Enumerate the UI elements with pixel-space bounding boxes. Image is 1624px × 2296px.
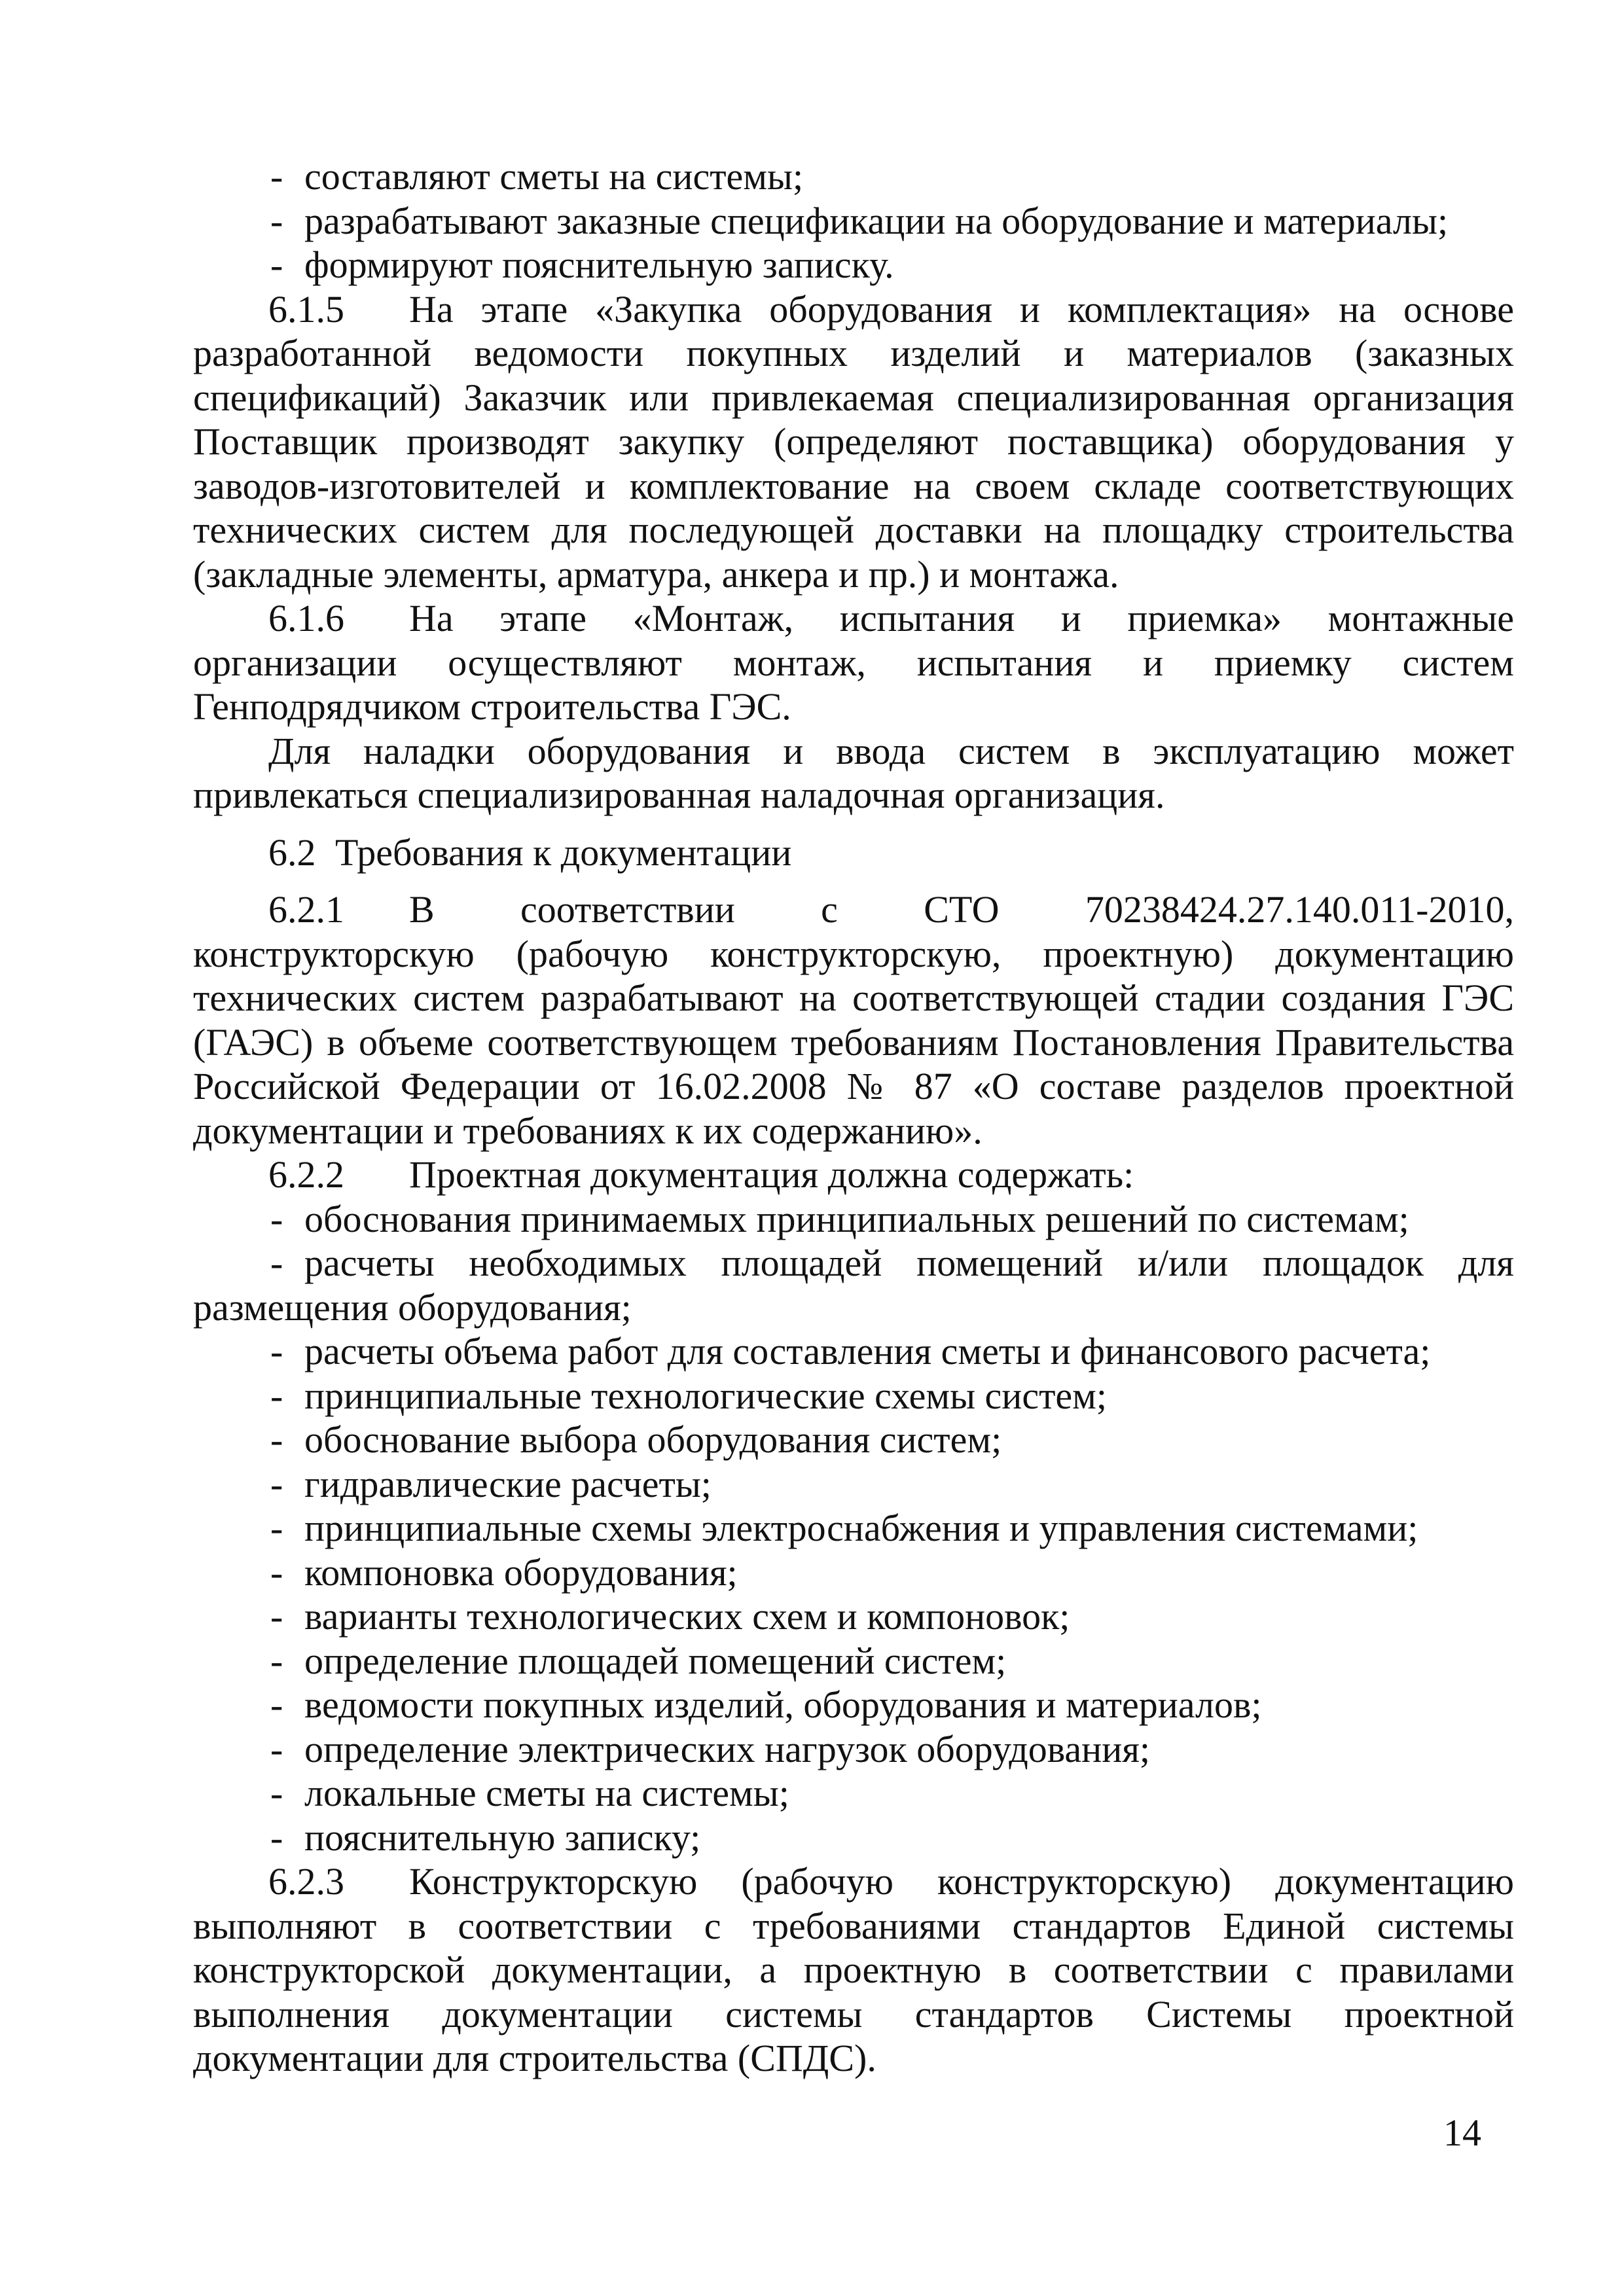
paragraph-6-1-5-line: спецификаций) Заказчик или привлекаемая специализированная организация bbox=[193, 376, 1514, 419]
paragraph-6-1-6-line: 6.1.6 На этапе «Монтаж, испытания и приемка» монтажные bbox=[268, 597, 1514, 639]
list-item: - обоснование выбора оборудования систем; bbox=[193, 1418, 1514, 1462]
list-item: - определение электрических нагрузок оборудования; bbox=[193, 1727, 1514, 1772]
spacer bbox=[193, 817, 1514, 831]
list-item: - обоснования принимаемых принципиальных решений по системам; bbox=[193, 1197, 1514, 1242]
paragraph-6-2-3-line: 6.2.3 Конструкторскую (рабочую конструкторскую) документацию bbox=[268, 1860, 1514, 1903]
list-item: - варианты технологических схем и компоновок; bbox=[193, 1594, 1514, 1639]
list-item: - ведомости покупных изделий, оборудования и материалов; bbox=[193, 1683, 1514, 1727]
paragraph-6-2-3-line: выполнения документации системы стандартов Системы проектной bbox=[193, 1992, 1514, 2036]
list-item: - формируют пояснительную записку. bbox=[193, 243, 1514, 287]
list-item: - гидравлические расчеты; bbox=[193, 1462, 1514, 1507]
list-item-continuation: размещения оборудования; bbox=[193, 1285, 632, 1329]
paragraph-6-2-1-line: 6.2.1 В соответствии с СТО 70238424.27.140.011-2010, bbox=[268, 888, 1514, 931]
paragraph-6-2-3-line: документации для строительства (СПДС). bbox=[193, 2037, 876, 2079]
paragraph-6-1-5-line: 6.1.5 На этапе «Закупка оборудования и комплектация» на основе bbox=[268, 287, 1514, 331]
list-item: - принципиальные схемы электроснабжения и управления системами; bbox=[193, 1506, 1514, 1551]
paragraph-6-2-1-line: Российской Федерации от 16.02.2008 № 87 «О составе разделов проектной bbox=[193, 1065, 1514, 1107]
paragraph-6-1-5-line: заводов-изготовителей и комплектование на своем складе соответствующих bbox=[193, 464, 1514, 507]
spacer bbox=[193, 874, 1514, 888]
list-item: - расчеты объема работ для составления сметы и финансового расчета; bbox=[193, 1329, 1514, 1374]
paragraph-6-2-1-line: (ГАЭС) в объеме соответствующем требованиям Постановления Правительства bbox=[193, 1020, 1514, 1064]
list-item: - разрабатывают заказные спецификации на оборудование и материалы; bbox=[193, 199, 1514, 243]
paragraph-6-1-6-line: Генподрядчиком строительства ГЭС. bbox=[193, 685, 791, 728]
paragraph-6-2-3-line: выполняют в соответствии с требованиями стандартов Единой системы bbox=[193, 1904, 1514, 1947]
list-item: - определение площадей помещений систем; bbox=[193, 1639, 1514, 1683]
paragraph-6-1-5-line: (закладные элементы, арматура, анкера и пр.) и монтажа. bbox=[193, 552, 1119, 596]
list-item: - расчеты необходимых площадей помещений и/или площадок для bbox=[193, 1241, 1514, 1285]
list-item: - компоновка оборудования; bbox=[193, 1551, 1514, 1595]
paragraph-6-2-1-line: документации и требованиях к их содержанию». bbox=[193, 1109, 983, 1152]
paragraph-6-1-5-line: технических систем для последующей доставки на площадку строительства bbox=[193, 509, 1514, 551]
list-item: - принципиальные технологические схемы систем; bbox=[193, 1374, 1514, 1418]
paragraph-6-2-1-line: конструкторскую (рабочую конструкторскую, проектную) документацию bbox=[193, 932, 1514, 975]
list-item: - локальные сметы на системы; bbox=[193, 1771, 1514, 1816]
paragraph-6-1-6-line: организации осуществляют монтаж, испытания и приемку систем bbox=[193, 641, 1514, 684]
paragraph-6-2-2-line: 6.2.2 Проектная документация должна содержать: bbox=[268, 1153, 1134, 1196]
paragraph-commissioning-line: Для наладки оборудования и ввода систем в эксплуатацию может bbox=[268, 729, 1514, 772]
page-body bbox=[193, 154, 1514, 2081]
paragraph-6-1-5-line: разработанной ведомости покупных изделий и материалов (заказных bbox=[193, 332, 1514, 374]
paragraph-6-2-1-line: технических систем разрабатывают на соответствующей стадии создания ГЭС bbox=[193, 977, 1514, 1019]
list-item: - составляют сметы на системы; bbox=[193, 154, 1514, 199]
page-number: 14 bbox=[1443, 2111, 1481, 2154]
paragraph-6-1-5-line: Поставщик производят закупку (определяют поставщика) оборудования у bbox=[193, 420, 1514, 463]
paragraph-6-2-3-line: конструкторской документации, а проектную в соответствии с правилами bbox=[193, 1948, 1514, 1991]
paragraph-commissioning-line: привлекаться специализированная наладочная организация. bbox=[193, 774, 1165, 816]
list-item: - пояснительную записку; bbox=[193, 1816, 1514, 1860]
section-heading-6-2: 6.2 Требования к документации bbox=[268, 831, 792, 874]
